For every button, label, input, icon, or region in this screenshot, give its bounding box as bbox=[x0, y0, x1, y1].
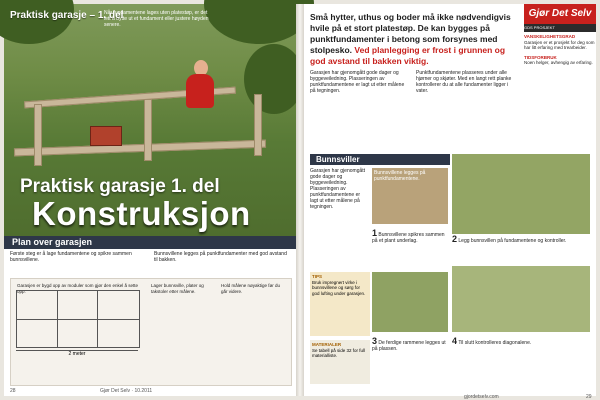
page-title: Praktisk garasje 1. del bbox=[20, 176, 220, 197]
sidebar-text-difficulty: Garasjen er et prosjekt for deg som har litt erfaring med trearbeider. bbox=[524, 39, 595, 50]
magazine-logo: Gjør Det Selv bbox=[524, 4, 596, 24]
materials-text: Se tabell på side 32 for full materialliste. bbox=[312, 347, 366, 358]
left-folio bbox=[10, 388, 153, 394]
page-kicker: Praktisk garasje – 1. del bbox=[10, 10, 124, 21]
lead-highlight: Ved planlegging er frost i grunnen og god avstand til bakken viktig. bbox=[310, 45, 506, 66]
lead-paragraph bbox=[310, 12, 518, 67]
section-heading: Bunnsviller bbox=[310, 154, 450, 165]
logo-subtitle: GDS PROSJEKT bbox=[524, 24, 596, 32]
plan-text-2: Lager bunnsville, plater og takstoler etter målene. bbox=[151, 283, 204, 294]
dimension-label: 2 meter bbox=[16, 350, 138, 361]
sidebar-heading-difficulty: VANSKELIGHETSGRAD bbox=[524, 34, 576, 39]
plan-intro-2: Bunnsvillene legges på punktfundamenter med god avstand til bakken. bbox=[154, 251, 287, 263]
body-column-2: Punktfundamentene plasseres under alle hjørner og skjøter. Med en langt rett planke kontrollerer du at alle fundamenter ligger i vater. bbox=[416, 70, 512, 94]
plan-text-3: Hold målene nøyaktige før du går videre. bbox=[221, 283, 281, 294]
tips-text: Bruk impregnert virke i bunnsvillene og sørg for god lufting under garasjen. bbox=[312, 279, 366, 296]
info-sidebar bbox=[524, 34, 596, 134]
folio-text: Gjør Det Selv · 10.2011 bbox=[100, 388, 153, 394]
step-3: 3 De ferdige rammene legges ut på plassen. bbox=[372, 336, 446, 352]
sidebar-heading-time: TIDSFORBRUK bbox=[524, 54, 557, 60]
photo-step-2 bbox=[452, 154, 590, 234]
photo-step-4 bbox=[452, 266, 590, 332]
step-1: 1 Bunnsvillene spikres sammen på et plant underlag. bbox=[372, 228, 445, 244]
page-subtitle: Konstruksjon bbox=[32, 195, 251, 232]
plan-heading: Plan over garasjen bbox=[12, 237, 93, 247]
plan-intro-1: Første steg er å lage fundamentene og spikre sammen bunnsvillene. bbox=[10, 251, 132, 263]
section-intro: Garasjen har gjenomgått gode dager og byggeveiledning. Plasseringen av punktfundamentene er lagt ut etter målene på tegningen. bbox=[310, 168, 366, 210]
materials-box bbox=[310, 340, 370, 384]
plan-text-1: Garasjen er bygd opp av moduler som gjør den enkel å sette opp. bbox=[17, 283, 139, 294]
tips-box bbox=[310, 272, 370, 336]
photo-step-3 bbox=[372, 272, 448, 332]
folio-url: gjordetselv.com bbox=[464, 394, 499, 400]
tips-heading: TIPS bbox=[312, 274, 323, 279]
left-page bbox=[4, 4, 296, 396]
toolbox bbox=[90, 126, 122, 146]
lead-text: Små hytter, uthus og boder må ikke nødvendigvis hvile på et stort platestøp. De kan bygges på punktfundamenter i betong som forsynes med stolpesko. bbox=[310, 12, 511, 55]
hero-caption: Når fundamentene lages uten platestøp, er det lett å bytte ut et fundament eller justere høyden senere. bbox=[104, 10, 209, 28]
page-number-left: 28 bbox=[10, 388, 16, 394]
garage-plan-diagram bbox=[16, 290, 140, 348]
right-page bbox=[304, 4, 596, 400]
body-column-1: Garasjen har gjenomgått gode dager og byggeveiledning. Plasseringen av punktfundamentene er lagt ut etter målene på tegningen. bbox=[310, 70, 405, 94]
plan-heading-bar bbox=[4, 236, 296, 249]
photo-caption-1: Bunnsvillene legges på punktfundamentene. bbox=[374, 170, 426, 182]
step-2: 2 Legg bunnsvillen på fundamentene og kontroller. bbox=[452, 234, 567, 244]
materials-heading: MATERIALER bbox=[312, 342, 342, 347]
page-number-right: 29 bbox=[586, 394, 592, 400]
gutter bbox=[296, 4, 304, 396]
step-4: 4 Til slutt kontrolleres diagonalene. bbox=[452, 336, 532, 346]
worker bbox=[186, 74, 214, 108]
sidebar-text-time: Noen helger, avhengig av erfaring. bbox=[524, 60, 593, 65]
